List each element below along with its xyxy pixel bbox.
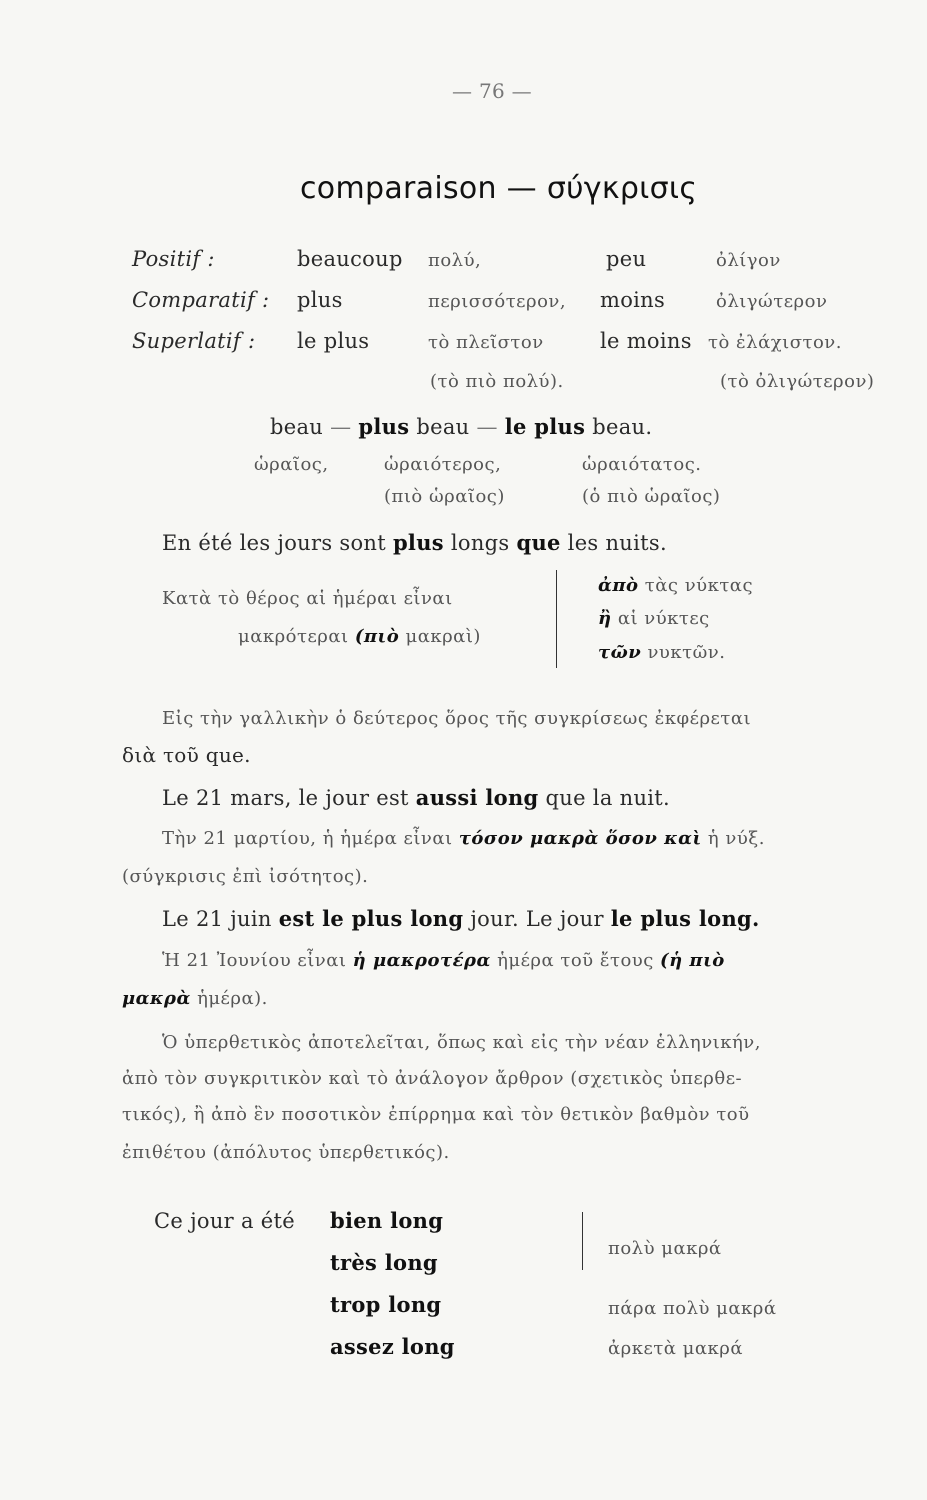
- iouniou-line-1: Ἡ 21 Ἰουνίου εἶναι ἡ μακροτέρα ἡμέρα τοῦ ἔτους (ἡ πιὸ: [162, 950, 725, 971]
- degree-fr: beaucoup: [297, 247, 403, 271]
- beau-greek: ὡραιότερος,: [384, 454, 502, 475]
- beau-greek: (πιὸ ὡραῖος): [384, 486, 505, 507]
- jour-gr: πολὺ μακρά: [608, 1238, 722, 1259]
- degree-gr: ὀλιγώτερον: [716, 291, 828, 312]
- kata-right-3: τῶν νυκτῶν.: [598, 642, 726, 663]
- martiou-sentence: Τὴν 21 μαρτίου, ἡ ἡμέρα εἶναι τόσον μακρὰ ὅσον καὶ ἡ νύξ.: [162, 828, 765, 849]
- brace: [556, 570, 557, 668]
- yperthetikos-line: ἐπιθέτου (ἀπόλυτος ὑπερθετικός).: [122, 1142, 450, 1163]
- degree-fr: le moins: [600, 329, 692, 353]
- jour-fr: bien long: [330, 1208, 444, 1233]
- yperthetikos-line: ἀπὸ τὸν συγκριτικὸν καὶ τὸ ἀνάλογον ἄρθρον (σχετικὸς ὑπερθε-: [122, 1068, 743, 1089]
- degree-gr: τὸ πλεῖστον: [428, 332, 544, 353]
- ete-sentence: En été les jours sont plus longs que les nuits.: [162, 530, 667, 555]
- beau-greek: ὡραιότατος.: [582, 454, 702, 475]
- juin-sentence: Le 21 juin est le plus long jour. Le jour le plus long.: [162, 906, 760, 931]
- eis-line-1: Εἰς τὴν γαλλικὴν ὁ δεύτερος ὅρος τῆς συγκρίσεως ἐκφέρεται: [162, 708, 752, 729]
- degree-gr: περισσότερον,: [428, 291, 567, 312]
- degree-label: Positif :: [132, 247, 215, 271]
- jour-fr: assez long: [330, 1334, 455, 1359]
- yperthetikos-line: τικός), ἢ ἀπὸ ἓν ποσοτικὸν ἐπίρρημα καὶ τὸν θετικὸν βαθμὸν τοῦ: [122, 1104, 750, 1125]
- isotitos: (σύγκρισις ἐπὶ ἰσότητος).: [122, 866, 369, 887]
- beau-greek: ὡραῖος,: [254, 454, 329, 475]
- beau-greek: (ὁ πιὸ ὡραῖος): [582, 486, 721, 507]
- degree-fr: le plus: [297, 329, 370, 353]
- page-title: comparaison — σύγκρισις: [300, 171, 698, 206]
- jour-gr: ἀρκετὰ μακρά: [608, 1338, 743, 1359]
- degree-gr: τὸ ἐλάχιστον.: [708, 332, 842, 353]
- eis-line-2: διὰ τοῦ que.: [122, 743, 251, 767]
- degree-alt: (τὸ ὀλιγώτερον): [720, 371, 875, 392]
- page-number: — 76 —: [452, 79, 532, 103]
- degree-label: Superlatif :: [132, 329, 256, 353]
- degree-gr: πολύ,: [428, 250, 482, 271]
- degree-label: Comparatif :: [132, 288, 270, 312]
- jour-fr: trop long: [330, 1292, 442, 1317]
- jour-gr: πάρα πολὺ μακρά: [608, 1298, 777, 1319]
- jour-intro: Ce jour a été: [154, 1209, 295, 1233]
- yperthetikos-line: Ὁ ὑπερθετικὸς ἀποτελεῖται, ὅπως καὶ εἰς τὴν νέαν ἑλληνικήν,: [162, 1032, 761, 1053]
- kata-right-2: ἢ αἱ νύκτες: [598, 608, 710, 629]
- degree-alt: (τὸ πιὸ πολύ).: [430, 371, 564, 392]
- brace: [582, 1212, 583, 1270]
- kata-line-2: μακρότεραι (πιὸ μακραὶ): [238, 626, 481, 647]
- degree-gr: ὀλίγον: [716, 250, 781, 271]
- degree-fr: moins: [600, 288, 666, 312]
- degree-fr: peu: [606, 247, 647, 271]
- iouniou-line-2: μακρὰ ἡμέρα).: [122, 988, 268, 1009]
- mars-sentence: Le 21 mars, le jour est aussi long que la nuit.: [162, 785, 670, 810]
- kata-right-1: ἀπὸ τὰς νύκτας: [598, 575, 754, 596]
- beau-line: beau — plus beau — le plus beau.: [270, 414, 653, 439]
- jour-fr: très long: [330, 1250, 438, 1275]
- degree-fr: plus: [297, 288, 343, 312]
- kata-line-1: Κατὰ τὸ θέρος αἱ ἡμέραι εἶναι: [162, 588, 453, 609]
